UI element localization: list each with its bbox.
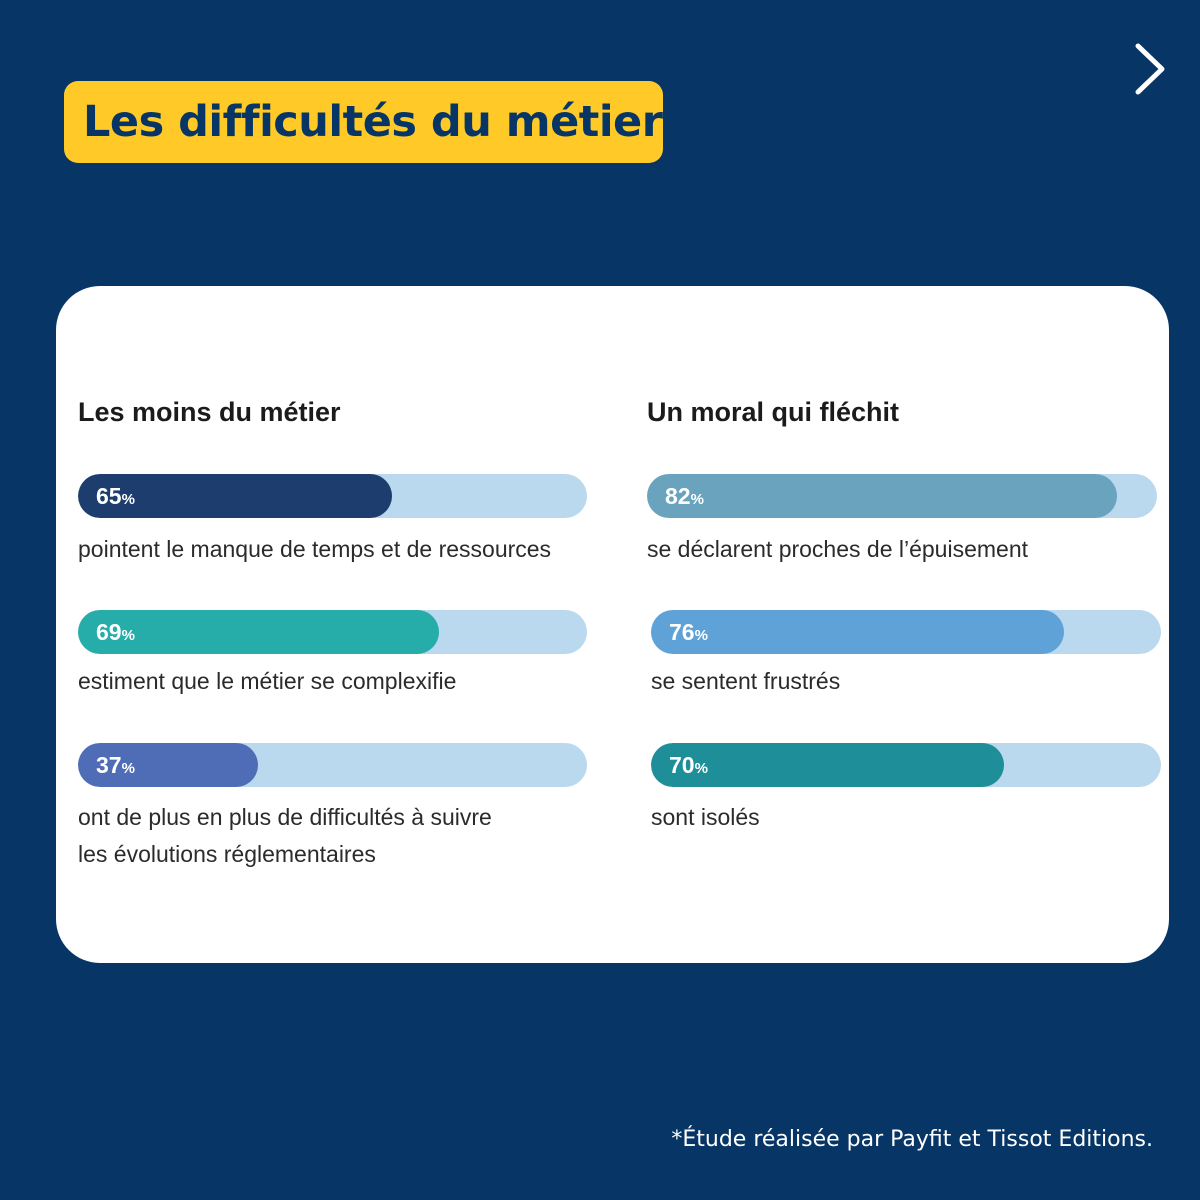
bar-track xyxy=(78,743,587,787)
bar-value-label xyxy=(665,482,704,514)
bar-value-number: 37 xyxy=(96,752,122,778)
bar-track xyxy=(647,474,1157,518)
bar-value-label xyxy=(669,618,708,650)
bar-value-number: 76 xyxy=(669,619,695,645)
page-title: Les difficultés du métier xyxy=(83,97,663,147)
bar-fill xyxy=(78,474,392,518)
chevron-right-icon xyxy=(1128,40,1172,98)
bar-description: estiment que le métier se complexifie xyxy=(78,668,457,694)
bar-value-unit: % xyxy=(694,627,708,644)
bar-fill xyxy=(651,610,1064,654)
bar-value-unit: % xyxy=(690,491,704,508)
bar-track xyxy=(651,743,1161,787)
bar-track xyxy=(78,474,587,518)
bar-value-number: 65 xyxy=(96,483,122,509)
next-slide-button[interactable] xyxy=(1128,40,1172,98)
bar-value-unit: % xyxy=(121,627,135,644)
bar-value-unit: % xyxy=(121,491,135,508)
bar-fill xyxy=(651,743,1004,787)
bar-description: se sentent frustrés xyxy=(651,668,841,694)
bar-description: sont isolés xyxy=(651,804,760,830)
section-title-les-moins: Les moins du métier xyxy=(78,397,341,427)
bar-value-label xyxy=(96,618,135,650)
bar-value-label xyxy=(669,751,708,783)
bar-value-unit: % xyxy=(121,760,135,777)
bar-value-unit: % xyxy=(694,760,708,777)
source-footnote: *Étude réalisée par Payfit et Tissot Editions. xyxy=(671,1127,1153,1152)
bar-fill xyxy=(78,743,258,787)
stats-card xyxy=(56,286,1169,963)
bar-value-number: 70 xyxy=(669,752,695,778)
bar-fill xyxy=(647,474,1117,518)
bar-value-label xyxy=(96,751,135,783)
bar-track xyxy=(651,610,1161,654)
bar-value-number: 69 xyxy=(96,619,122,645)
section-title-moral: Un moral qui fléchit xyxy=(647,397,900,427)
bar-description: pointent le manque de temps et de ressources xyxy=(78,536,552,562)
bar-description: se déclarent proches de l’épuisement xyxy=(647,536,1029,562)
bar-value-number: 82 xyxy=(665,483,691,509)
bar-value-label xyxy=(96,482,135,514)
bar-fill xyxy=(78,610,439,654)
title-badge xyxy=(64,81,663,163)
bar-track xyxy=(78,610,587,654)
bar-description: ont de plus en plus de difficultés à suivre les évolutions réglementaires xyxy=(78,804,492,867)
